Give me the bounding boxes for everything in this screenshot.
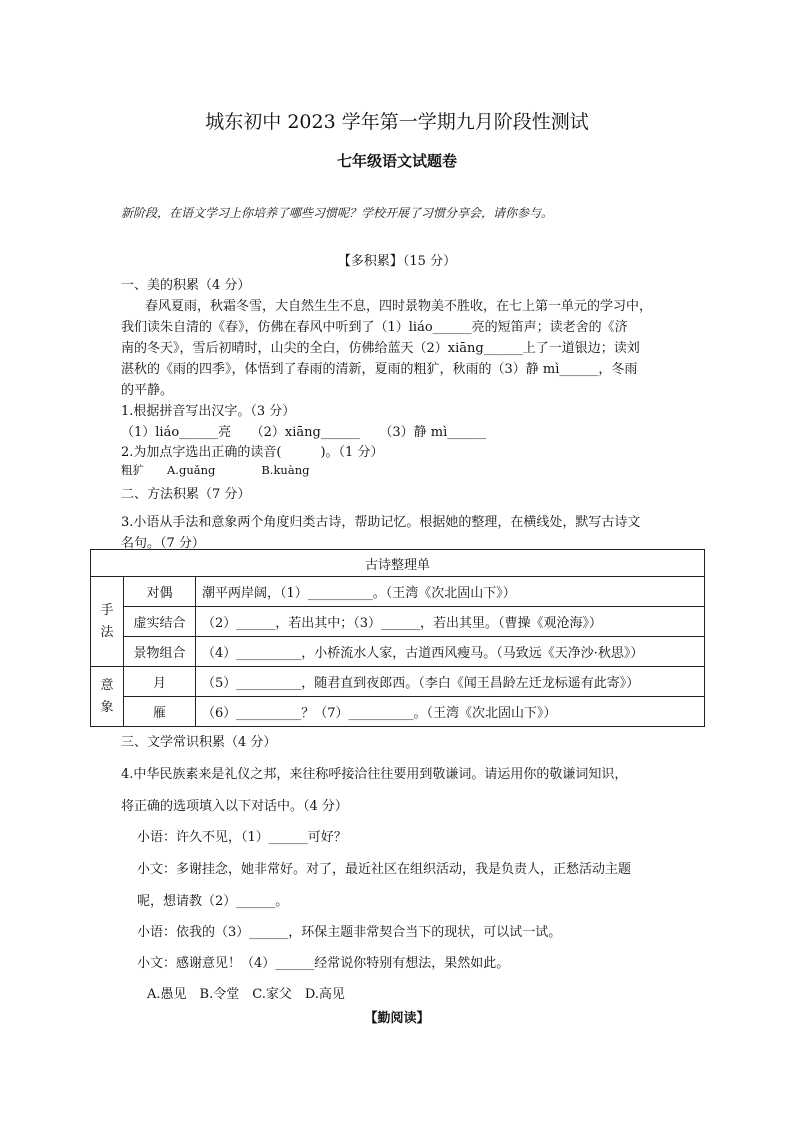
- dialogue-line: 小文：感谢意见！（4）______经常说你特别有想法，果然如此。: [137, 956, 510, 971]
- table-sub-label: 月: [124, 667, 196, 697]
- section-heading-reading: 【勤阅读】: [364, 1011, 430, 1026]
- table-cell: （6）__________？（7）__________。（王湾《次北固山下》）: [196, 697, 705, 727]
- dialogue-line: 小语：许久不见，（1）______可好？: [137, 830, 347, 845]
- poem-table-title: 古诗整理单: [91, 550, 705, 577]
- part1-heading: 一、美的积累（4 分）: [121, 278, 251, 293]
- section-heading-accumulate: 【多积累】（15 分）: [337, 254, 457, 269]
- part2-heading: 二、方法积累（7 分）: [121, 487, 251, 502]
- table-group-imagery: [91, 667, 124, 727]
- page-title: 城东初中 2023 学年第一学期九月阶段性测试: [205, 111, 589, 133]
- question-2-options: 粗犷 A.guǎng B.kuàng: [121, 463, 310, 477]
- table-row: [91, 667, 705, 697]
- table-sub-label: 雁: [124, 697, 196, 727]
- poem-table: [90, 549, 705, 727]
- passage-line: 春风夏雨，秋霜冬雪，大自然生生不息，四时景物美不胜收，在七上第一单元的学习中，: [145, 299, 653, 314]
- group-label: 意 象: [100, 677, 114, 715]
- table-cell: （2）______，若出其中；（3）______，若出其里。（曹操《观沧海》）: [196, 607, 705, 637]
- dialogue-line: 小文：多谢挂念，她非常好。对了，最近社区在组织活动，我是负责人，正愁活动主题: [137, 862, 632, 877]
- passage-line: 我们读朱自清的《春》，仿佛在春风中听到了（1）liáo______亮的短笛声；读老舍的《济: [121, 320, 628, 335]
- question-4-line: 4.中华民族素来是礼仪之邦，来往称呼接洽往往要用到敬谦词。请运用你的敬谦词知识，: [121, 767, 628, 782]
- question-1: 1.根据拼音写出汉字。（3 分）: [121, 404, 296, 419]
- intro-text: 新阶段，在语文学习上你培养了哪些习惯呢？学校开展了习惯分享会，请你参与。: [121, 206, 554, 220]
- table-sub-label: 虚实结合: [124, 607, 196, 637]
- question-1-blanks: （1）liáo______亮 （2）xiāng______ （3）静 mì______: [121, 425, 487, 440]
- question-3-line: 名句。（7 分）: [121, 536, 205, 551]
- table-row: [91, 697, 705, 727]
- dialogue-line: 呢，想请教（2）______。: [137, 894, 289, 909]
- table-sub-label: 对偶: [124, 577, 196, 607]
- page-subtitle: 七年级语文试题卷: [336, 152, 457, 170]
- part3-heading: 三、文学常识积累（4 分）: [121, 735, 277, 750]
- question-2: 2.为加点字选出正确的读音( )。（1 分）: [121, 445, 384, 460]
- passage-line: 的平静。: [121, 383, 174, 398]
- table-group-technique: [91, 577, 124, 667]
- table-cell: 潮平两岸阔，（1）__________。（王湾《次北固山下》）: [196, 577, 705, 607]
- question-3-line: 3.小语从手法和意象两个角度归类古诗，帮助记忆。根据她的整理，在横线处，默写古诗文: [121, 515, 641, 530]
- table-cell: （4）__________，小桥流水人家，古道西风瘦马。（马致远《天净沙·秋思》）: [196, 637, 705, 667]
- table-sub-label: 景物组合: [124, 637, 196, 667]
- table-row: [91, 577, 705, 607]
- dialogue-line: 小语：依我的（3）______，环保主题非常契合当下的现状，可以试一试。: [137, 925, 562, 940]
- table-cell: （5）__________，随君直到夜郎西。（李白《闻王昌龄左迁龙标遥有此寄》）: [196, 667, 705, 697]
- table-row: [91, 607, 705, 637]
- group-label: 手 法: [100, 602, 114, 640]
- question-4-line: 将正确的选项填入以下对话中。（4 分）: [121, 799, 348, 814]
- passage-line: 南的冬天》，雪后初晴时，山尖的全白，仿佛给蓝天（2）xiāng______上了一道银边；读刘: [121, 341, 640, 356]
- answer-options: A.愚见 B.令堂 C.家父 D.高见: [147, 987, 345, 1002]
- table-row: [91, 637, 705, 667]
- passage-line: 湛秋的《雨的四季》，体悟到了春雨的清新，夏雨的粗犷，秋雨的（3）静 mì______，冬雨: [121, 362, 638, 377]
